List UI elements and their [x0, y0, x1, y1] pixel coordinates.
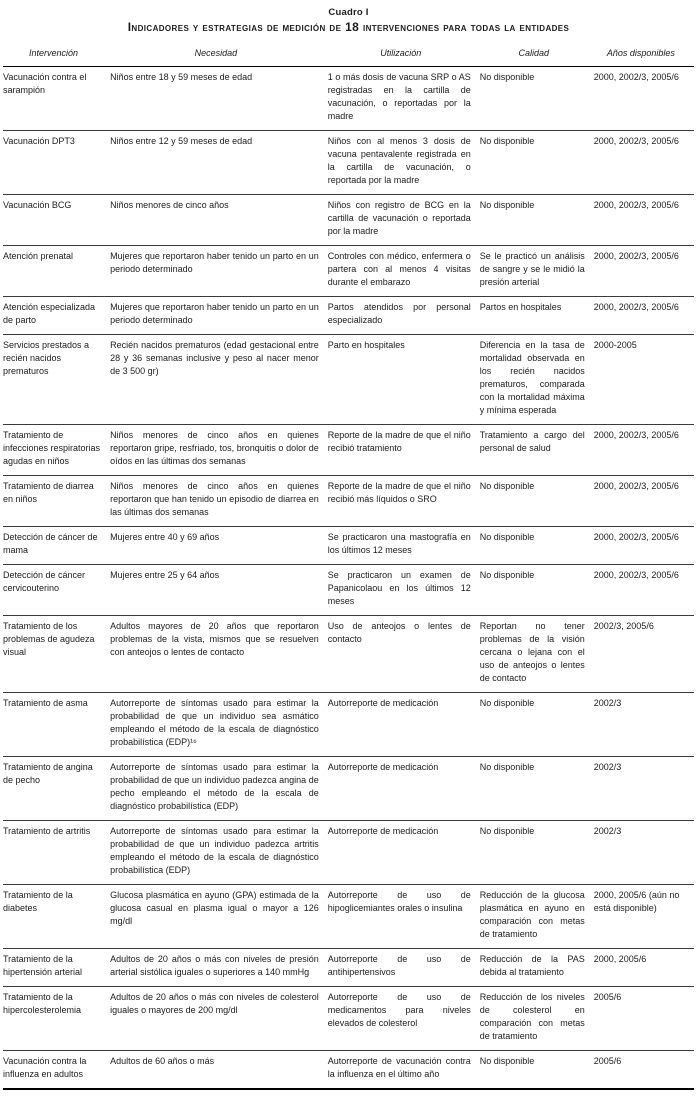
table-row	[3, 335, 694, 425]
column-header: Intervención	[3, 46, 110, 67]
table-row	[3, 195, 694, 246]
table-cell: Tratamiento de asma	[3, 693, 110, 757]
table-cell: Autorreporte de síntomas usado para estimar la probabilidad de que un individuo padezca angina de pecho empleando el método de la escala de diagnóstico probabilística (EDP)	[110, 757, 328, 821]
table-cell: 2000, 2002/3, 2005/6	[594, 67, 694, 131]
table-row	[3, 885, 694, 949]
table-cell: Tratamiento de los problemas de agudeza visual	[3, 616, 110, 693]
table-header	[3, 46, 694, 67]
table-cell: Niños menores de cinco años en quienes reportaron gripe, resfriado, tos, bronquitis o dolor de oídos en las últimas dos semanas	[110, 425, 328, 476]
table-cell: No disponible	[480, 757, 594, 821]
table-row	[3, 476, 694, 527]
table-cell: 2000, 2002/3, 2005/6	[594, 527, 694, 565]
table-cell: No disponible	[480, 821, 594, 885]
table-cell: Mujeres entre 25 y 64 años	[110, 565, 328, 616]
table-cell: Uso de anteojos o lentes de contacto	[328, 616, 480, 693]
table-cell: 2000, 2002/3, 2005/6	[594, 297, 694, 335]
table-cell: Atención prenatal	[3, 246, 110, 297]
table-cell: Servicios prestados a recién nacidos prematuros	[3, 335, 110, 425]
table-cell: Partos en hospitales	[480, 297, 594, 335]
table-cell: Vacunación contra el sarampión	[3, 67, 110, 131]
table-cell: Diferencia en la tasa de mortalidad observada en los recién nacidos prematuros, comparada con la mortalidad máxima y mínima esperada	[480, 335, 594, 425]
table-cell: No disponible	[479, 1056, 535, 1066]
table-cell: Tratamiento de la hipercolesterolemia	[3, 987, 110, 1051]
header-row	[3, 46, 694, 67]
table-cell: 2000, 2002/3, 2005/6	[594, 195, 694, 246]
table-cell: Autorreporte de síntomas usado para estimar la probabilidad de que un individuo sea asmático empleando el método de la escala de diagnóstico probabilística (EDP)¹⁶	[110, 693, 328, 757]
table-cell: No disponible	[480, 565, 594, 616]
table-row	[3, 757, 694, 821]
table-row	[3, 693, 694, 757]
table-cell: Detección de cáncer cervicouterino	[3, 565, 110, 616]
table-cell: Niños entre 12 y 59 meses de edad	[110, 131, 328, 195]
table-row	[3, 565, 694, 616]
table-cell: Vacunación DPT3	[3, 131, 110, 195]
table-cell: 2002/3	[594, 821, 694, 885]
table-cell: 2002/3	[594, 757, 694, 821]
table-cell: No disponible	[480, 693, 594, 757]
table-cell: Adultos de 20 años o más con niveles de presión arterial sistólica iguales o superiores a 140 mmHg	[110, 949, 328, 987]
table-cell: Autorreporte de medicación	[328, 757, 480, 821]
table-cell: No disponible	[480, 131, 594, 195]
table-cell: Reducción de los niveles de colesterol en comparación con metas de tratamiento	[480, 987, 594, 1051]
table-row	[3, 131, 694, 195]
table-cell: Autorreporte de vacunación contra la influenza en el último año	[327, 1056, 471, 1079]
table-cell: 1 o más dosis de vacuna SRP o AS registradas en la cartilla de vacunación, o reportadas por la madre	[328, 67, 480, 131]
table-cell: Tratamiento de diarrea en niños	[3, 476, 110, 527]
table-title: Indicadores y estrategias de medición de 18 intervenciones para todas la entidades	[127, 20, 570, 34]
table-row	[3, 246, 694, 297]
table-cell: Adultos de 60 años o más	[110, 1056, 215, 1066]
table-cell: Mujeres entre 40 y 69 años	[110, 527, 328, 565]
table-cell: Reporte de la madre de que el niño recibió más líquidos o SRO	[328, 476, 480, 527]
table-cell: Glucosa plasmática en ayuno (GPA) estimada de la glucosa casual en plasma igual o mayor a 126 mg/dl	[110, 885, 328, 949]
table-cell: Se le practicó un análisis de sangre y se le midió la presión arterial	[480, 246, 594, 297]
table-cell: Niños con registro de BCG en la cartilla de vacunación o reportada por la madre	[328, 195, 480, 246]
table-cell: No disponible	[480, 476, 594, 527]
table-cell: 2000, 2005/6 (aún no está disponible)	[594, 885, 694, 949]
table-cell: Tratamiento de la diabetes	[3, 885, 110, 949]
column-header: Años disponibles	[594, 46, 694, 67]
table-cell: Se practicaron un examen de Papanicolaou en los últimos 12 meses	[328, 565, 480, 616]
table-cell: No disponible	[480, 195, 594, 246]
table-caption: Cuadro I	[328, 7, 369, 18]
table-cell: Adultos de 20 años o más con niveles de colesterol iguales o mayores de 200 mg/dl	[110, 987, 328, 1051]
table-cell: Vacunación contra la influenza en adultos	[3, 1056, 87, 1079]
table-row	[3, 527, 694, 565]
table-cell: Recién nacidos prematuros (edad gestacional entre 28 y 36 semanas inclusive y peso al nacer menor de 3 500 gr)	[110, 335, 328, 425]
table-cell: Autorreporte de uso de medicamentos para niveles elevados de colesterol	[328, 987, 480, 1051]
table-cell: Detección de cáncer de mama	[3, 527, 110, 565]
table-row	[3, 425, 694, 476]
table-body	[3, 67, 694, 1090]
table-cell: Niños con al menos 3 dosis de vacuna pentavalente registrada en la cartilla de vacunación, o reportada por la madre	[328, 131, 480, 195]
table-cell: 2005/6	[593, 1056, 622, 1066]
table-cell: 2000, 2005/6	[594, 949, 694, 987]
table-cell: Autorreporte de medicación	[328, 693, 480, 757]
indicators-table	[3, 46, 694, 1090]
table-cell: Mujeres que reportaron haber tenido un parto en un periodo determinado	[110, 297, 328, 335]
table-cell: Tratamiento de infecciones respiratorias agudas en niños	[3, 425, 110, 476]
table-cell: 2000, 2002/3, 2005/6	[594, 565, 694, 616]
table-row	[3, 297, 694, 335]
table-row	[3, 67, 694, 131]
table-cell: Niños menores de cinco años	[110, 195, 328, 246]
table-cell: No disponible	[480, 527, 594, 565]
table-cell: Parto en hospitales	[328, 335, 480, 425]
table-cell: 2000, 2002/3, 2005/6	[594, 131, 694, 195]
table-cell: Se practicaron una mastografía en los últimos 12 meses	[328, 527, 480, 565]
table-row	[3, 821, 694, 885]
column-header: Calidad	[480, 46, 594, 67]
table-cell: Controles con médico, enfermera o partera con al menos 4 visitas durante el embarazo	[328, 246, 480, 297]
table-cell: Tratamiento de angina de pecho	[3, 757, 110, 821]
table-row	[3, 987, 694, 1051]
table-row	[3, 1051, 694, 1090]
table-cell: Autorreporte de medicación	[328, 821, 480, 885]
table-cell: 2002/3, 2005/6	[594, 616, 694, 693]
table-cell: Reducción de la glucosa plasmática en ayuno en comparación con metas de tratamiento	[480, 885, 594, 949]
column-header: Necesidad	[110, 46, 328, 67]
table-cell: Atención especializada de parto	[3, 297, 110, 335]
table-cell: Autorreporte de uso de antihipertensivos	[328, 949, 480, 987]
table-cell: Niños entre 18 y 59 meses de edad	[110, 67, 328, 131]
table-cell: 2000, 2002/3, 2005/6	[594, 246, 694, 297]
table-cell: Partos atendidos por personal especializado	[328, 297, 480, 335]
table-cell: Vacunación BCG	[3, 195, 110, 246]
table-cell: Tratamiento de la hipertensión arterial	[3, 949, 110, 987]
table-cell: 2005/6	[594, 987, 694, 1051]
table-cell: 2002/3	[594, 693, 694, 757]
table-cell: Reportan no tener problemas de la visión cercana o lejana con el uso de anteojos o lentes de contacto	[480, 616, 594, 693]
table-cell: Reporte de la madre de que el niño recibió tratamiento	[328, 425, 480, 476]
table-row	[3, 949, 694, 987]
table-cell: 2000, 2002/3, 2005/6	[594, 425, 694, 476]
table-cell: 2000, 2002/3, 2005/6	[594, 476, 694, 527]
table-cell: Autorreporte de uso de hipoglicemiantes orales o insulina	[328, 885, 480, 949]
table-cell: Adultos mayores de 20 años que reportaron problemas de la vista, mismos que se resuelven con anteojos o lentes de contacto	[110, 616, 328, 693]
column-header: Utilización	[328, 46, 480, 67]
table-row	[3, 616, 694, 693]
table-cell: No disponible	[480, 67, 594, 131]
table-cell: Tratamiento a cargo del personal de salud	[480, 425, 594, 476]
table-cell: Mujeres que reportaron haber tenido un parto en un periodo determinado	[110, 246, 328, 297]
table-cell: Tratamiento de artritis	[3, 821, 110, 885]
table-cell: Autorreporte de síntomas usado para estimar la probabilidad de que un individuo padezca artritis empleando el método de la escala de diagnóstico probabilística (EDP)	[110, 821, 328, 885]
table-cell: Reducción de la PAS debida al tratamiento	[480, 949, 594, 987]
table-cell: Niños menores de cinco años en quienes reportaron que han tenido un episodio de diarrea en las últimas dos semanas	[110, 476, 328, 527]
table-cell: 2000-2005	[594, 335, 694, 425]
